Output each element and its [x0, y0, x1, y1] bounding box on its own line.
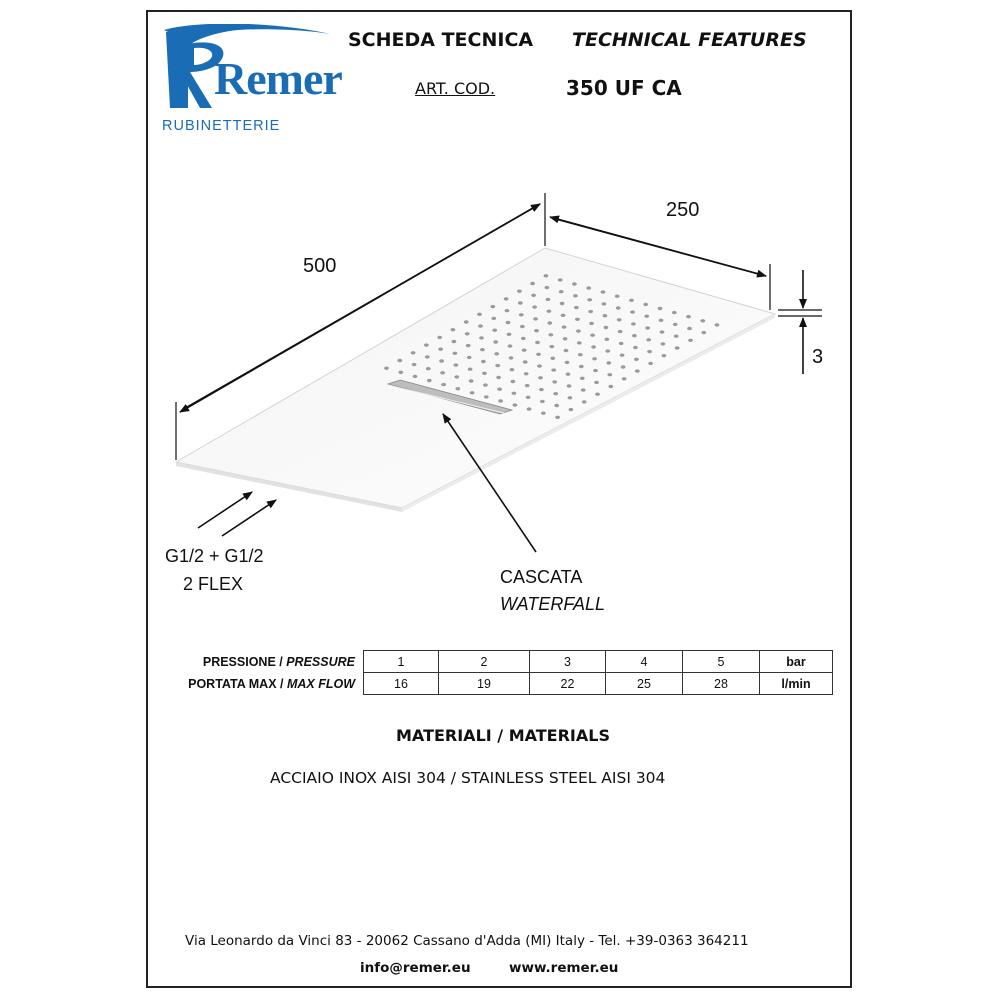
art-code-value: 350 UF CA: [566, 76, 682, 100]
footer-address: Via Leonardo da Vinci 83 - 20062 Cassano d'Adda (MI) Italy - Tel. +39-0363 364211: [185, 933, 749, 949]
dim-width-label: 250: [666, 199, 700, 221]
table-cell: 1: [364, 651, 439, 673]
materials-text: ACCIAIO INOX AISI 304 / STAINLESS STEEL AISI 304: [270, 769, 666, 787]
table-cell: 19: [439, 673, 530, 695]
materials-heading: MATERIALI / MATERIALS: [396, 726, 610, 745]
footer-email[interactable]: info@remer.eu: [360, 960, 471, 976]
table-cell: 4: [606, 651, 683, 673]
brand-subtitle: RUBINETTERIE: [162, 118, 281, 134]
waterfall-label-it: CASCATA: [500, 567, 583, 587]
waterfall-label-en: WATERFALL: [500, 594, 606, 614]
table-cell: 25: [606, 673, 683, 695]
art-code-label: ART. COD.: [415, 79, 496, 98]
unit-cell: bar: [760, 651, 833, 673]
table-cell: 2: [439, 651, 530, 673]
brand-wordmark: Remer: [214, 53, 342, 104]
footer-website[interactable]: www.remer.eu: [509, 960, 619, 976]
title-italian: SCHEDA TECNICA: [348, 29, 534, 51]
table-row: [146, 673, 833, 695]
connection-label-2: 2 FLEX: [183, 574, 244, 594]
table-cell: 28: [683, 673, 760, 695]
spec-table: [146, 650, 833, 695]
unit-cell: l/min: [760, 673, 833, 695]
table-row: [146, 651, 833, 673]
table-cell: 16: [364, 673, 439, 695]
table-cell: 22: [530, 673, 606, 695]
table-cell: 3: [530, 651, 606, 673]
row-header-pressure: PRESSIONE / PRESSURE: [202, 654, 355, 669]
dim-thickness-label: 3: [812, 346, 824, 368]
connection-label-1: G1/2 + G1/2: [165, 546, 264, 566]
dim-length-label: 500: [303, 255, 337, 277]
table-cell: 5: [683, 651, 760, 673]
shower-plate: [176, 248, 775, 512]
row-header-flow: PORTATA MAX / MAX FLOW: [188, 676, 355, 691]
title-english: TECHNICAL FEATURES: [572, 29, 807, 51]
connection-arrows: [198, 492, 276, 536]
